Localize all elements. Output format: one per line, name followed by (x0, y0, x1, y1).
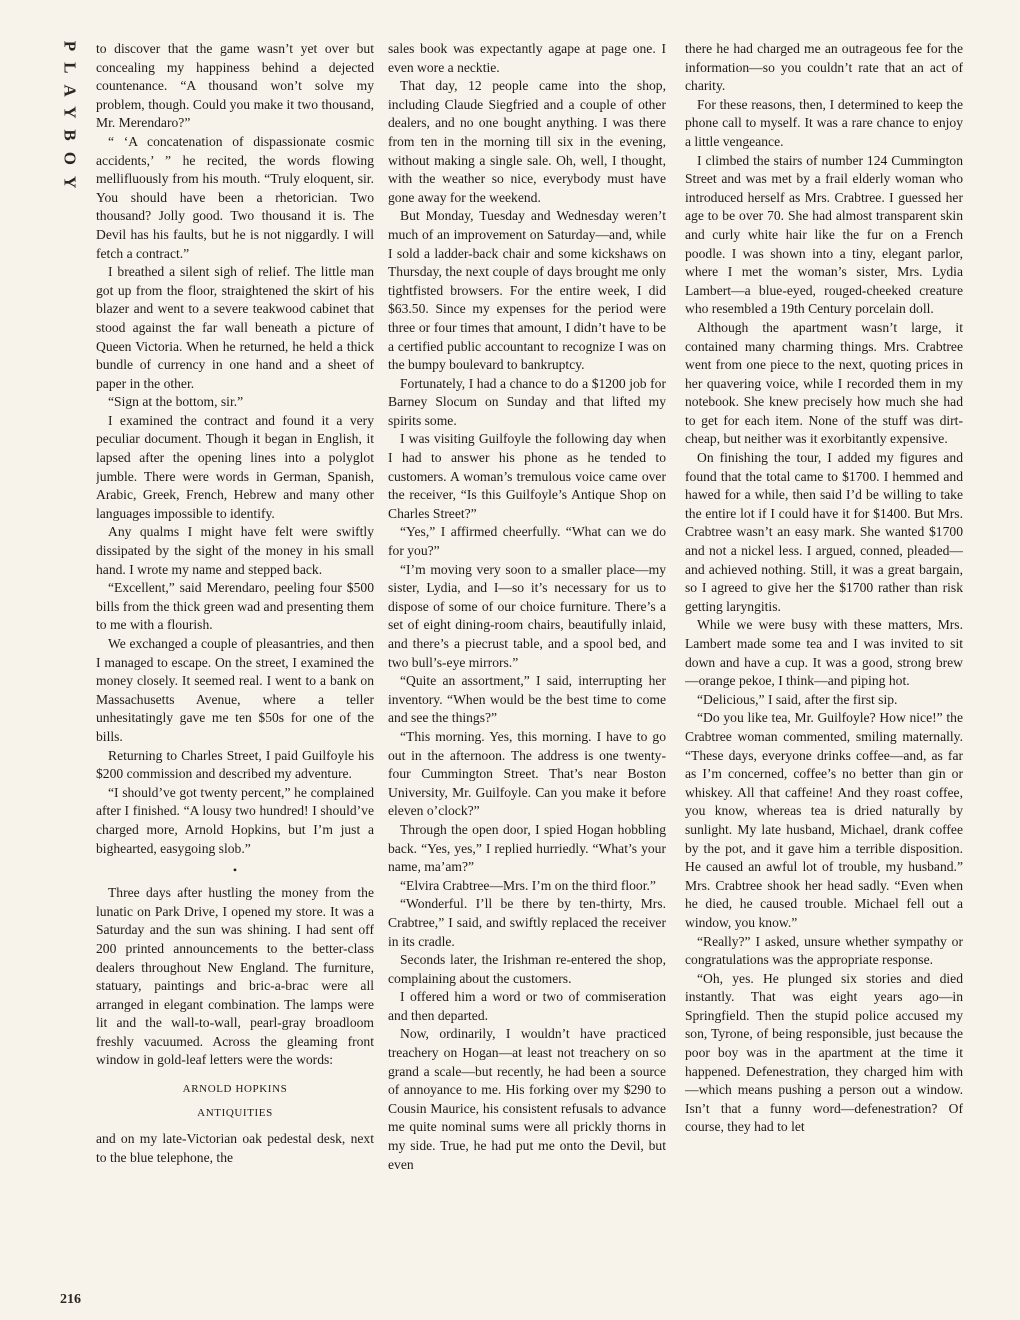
paragraph: “Oh, yes. He plunged six stories and died instantly. That was eight years ago—in Springfield. Then the stupid police accused my son, Tyrone, of being responsible, just because the poor boy was in the apartment at the time it happened. Defenestration, they charged him with—which means pushing a person out a window. Isn’t that a funny word—defenestration? Of course, they had to let (685, 970, 963, 1135)
paragraph: “I should’ve got twenty percent,” he complained after I finished. “A lousy two hundred! I should’ve charged more, Arnold Hopkins, but I’m just a bighearted, easygoing slob.” (96, 784, 374, 856)
section-break-bullet: • (232, 863, 238, 878)
paragraph: and on my late-Victorian oak pedestal desk, next to the blue telephone, the (96, 1131, 374, 1165)
paragraph: sales book was expectantly agape at page one. I even wore a necktie. (388, 41, 666, 75)
paragraph: Any qualms I might have felt were swiftly dissipated by the sight of the money in his small hand. I wrote my name and stepped back. (96, 524, 374, 577)
paragraph: to discover that the game wasn’t yet over but concealing my happiness behind a dejected countenance. “A thousand won’t solve my problem, though. Could you make it two thousand, Mr. Merendaro?” (96, 41, 374, 131)
paragraph: “Wonderful. I’ll be there by ten-thirty, Mrs. Crabtree,” I said, and swiftly replaced the receiver in its cradle. (388, 896, 666, 949)
paragraph: “I’m moving very soon to a smaller place—my sister, Lydia, and I—so it’s necessary for us to dispose of some of our choice furniture. There’s a set of eight dining-room chairs, beautifully inlaid, and there’s a piecrust table, and a spool bed, and two bull’s-eye mirrors.” (388, 561, 666, 670)
paragraph: I was visiting Guilfoyle the following day when I had to answer his phone as he tended to customers. A woman’s tremulous voice came over the receiver, “Is this Guilfoyle’s Antique Shop on Charles Street?” (388, 431, 666, 521)
paragraph: Three days after hustling the money from the lunatic on Park Drive, I opened my store. It was a Saturday and the sun was shining. I had sent off 200 printed announcements to the better-class dealers throughout New England. The furniture, statuary, paintings and bric-a-brac were all arranged in elegant combination. The lamps were lit and the wall-to-wall, pearl-gray broadloom freshly vacuumed. Across the gleaming front window in gold-leaf letters were the words: (96, 885, 374, 1068)
text-column-right (685, 40, 963, 1294)
paragraph: Fortunately, I had a chance to do a $1200 job for Barney Slocum on Sunday and that lifted my spirits some. (388, 375, 666, 428)
paragraph: “Elvira Crabtree—Mrs. I’m on the third floor.” (400, 877, 656, 893)
paragraph: We exchanged a couple of pleasantries, and then I managed to escape. On the street, I examined the money closely. It seemed real. I went to a bank on Massachusetts Avenue, where a teller unhesitatingly gave me ten $50s for one of the bills. (96, 636, 374, 744)
paragraph: While we were busy with these matters, Mrs. Lambert made some tea and I was invited to sit down and have a cup. It was a good, strong brew—orange pekoe, I think—and piping hot. (685, 617, 963, 689)
paragraph: But Monday, Tuesday and Wednesday weren’t much of an improvement on Saturday—and, while I sold a ladder-back chair and some kickshaws on Thursday, the next couple of days brought me only tightfisted browsers. For the entire week, I did $63.50. Since my expenses for the period were three or four times that amount, I didn’t have to be a certified public accountant to recognize I was on the bumpy boulevard to bankruptcy. (388, 208, 666, 373)
paragraph: I climbed the stairs of number 124 Cummington Street and was met by a frail elderly woman who introduced herself as Mrs. Crabtree. I guessed her age to be over 70. She had almost transparent skin and curly white hair like the fur on a French poodle. I was shown into a tiny, elegant parlor, where I met the woman’s sister, Mrs. Lydia Lambert—a blue-eyed, rouged-cheeked creature who resembled a 19th Century porcelain doll. (685, 152, 963, 317)
paragraph: I offered him a word or two of commiseration and then departed. (388, 989, 666, 1023)
paragraph: “Do you like tea, Mr. Guilfoyle? How nice!” the Crabtree woman commented, smiling maternally. “These days, everyone drinks coffee—and, as far as I’m concerned, coffee’s no better than gin or whiskey. All that caffeine! And they roast coffee, you know, whereas tea is dried naturally by sunlight. My late husband, Michael, drank coffee by the pot, and it gave him a terrible disposition. He caused an awful lot of trouble, my husband.” Mrs. Crabtree shook her head sadly. “Even when he died, he caused trouble. Michael fell out a window, you know.” (685, 710, 963, 930)
paragraph: I breathed a silent sigh of relief. The little man got up from the floor, straightened the skirt of his blazer and went to a severe teakwood cabinet that stood against the far wall beneath a picture of Queen Victoria. When he returned, he held a thick bundle of currency in one hand and a sheet of paper in the other. (96, 264, 374, 391)
paragraph: “Yes,” I affirmed cheerfully. “What can we do for you?” (388, 524, 666, 559)
paragraph: Although the apartment wasn’t large, it contained many charming things. Mrs. Crabtree went from one piece to the next, quoting prices in her quavering voice, while I recorded them in my notebook. She knew precisely how much she had to get for each item. None of the stuff was dirt-cheap, but neither was it exorbitantly expensive. (685, 319, 963, 447)
paragraph: “ ‘A concatenation of dispassionate cosmic accidents,’ ” he recited, the words flowing mellifluously from his mouth. “Truly eloquent, sir. You should have been a rhetorician. Two thousand? Jolly good. Two thousand it is. The Devil has his faults, but he is not niggardly. I will fetch a contract.” (96, 133, 374, 261)
text-column-left (96, 40, 374, 1294)
masthead-text: PLAYBOY (60, 40, 79, 200)
paragraph: “Delicious,” I said, after the first sip. (697, 691, 898, 707)
paragraph: Through the open door, I spied Hogan hobbling back. “Yes, yes,” I replied hurriedly. “What’s your name, ma’am?” (388, 821, 666, 875)
paragraph: Now, ordinarily, I wouldn’t have practiced treachery on Hogan—at least not treachery on so grand a scale—but recently, he had been a source of annoyance to me. His forking over my $290 to Cousin Maurice, his consistent refusals to advance me quite nominal sums were all prickly thorns in my side. True, he had put me onto the Devil, but even (388, 1026, 666, 1172)
paragraph: “Excellent,” said Merendaro, peeling four $500 bills from the thick green wad and presenting them to me with a flourish. (96, 580, 374, 633)
paragraph: “Quite an assortment,” I said, interrupting her inventory. “When would be the best time to come and see the things?” (388, 673, 666, 726)
paragraph: On finishing the tour, I added my figures and found that the total came to $1700. I hemmed and hawed for a while, then said I’d be willing to take the entire lot if I could have it for $1400. But Mrs. Crabtree wasn’t an easy mark. She wanted $1700 and not a nickel less. I argued, conned, pleaded—and achieved nothing. Still, it was a great bargain, so I agreed to give her the $1700 rather than risk getting laryngitis. (685, 450, 963, 614)
paragraph: Seconds later, the Irishman re-entered the shop, complaining about the customers. (388, 952, 666, 986)
shop-sign-line-1: ARNOLD HOPKINS (182, 1083, 288, 1096)
paragraph: For these reasons, then, I determined to keep the phone call to myself. It was a rare chance to enjoy a little vengeance. (685, 96, 963, 149)
paragraph: I examined the contract and found it a very peculiar document. Though it began in English, it lapsed after the opening lines into a polyglot jumble. There were words in German, Spanish, Arabic, Greek, French, Hebrew and many other languages impossible to identify. (96, 412, 374, 521)
paragraph: there he had charged me an outrageous fee for the information—so you couldn’t rate that an act of charity. (685, 41, 963, 94)
paragraph: “This morning. Yes, this morning. I have to go out in the afternoon. The address is one twenty-four Cummington Street. That’s near Boston University, Mr. Guilfoyle. Can you make it before eleven o’clock?” (388, 728, 666, 819)
text-column-middle (388, 40, 666, 1294)
paragraph: “Sign at the bottom, sir.” (108, 394, 244, 410)
shop-sign-line-2: ANTIQUITIES (197, 1107, 273, 1120)
magazine-masthead (56, 40, 82, 200)
page-number: 216 (60, 1292, 81, 1307)
paragraph: That day, 12 people came into the shop, including Claude Siegfried and a couple of other dealers, and no one bought anything. I was there from ten in the morning till six in the evening, without making a single sale. Oh, well, I thought, with the weather so nice, everybody must have gone away for the weekend. (388, 78, 666, 205)
paragraph: Returning to Charles Street, I paid Guilfoyle his $200 commission and described my adventure. (96, 747, 374, 782)
paragraph: “Really?” I asked, unsure whether sympathy or congratulations was the appropriate response. (685, 933, 963, 968)
